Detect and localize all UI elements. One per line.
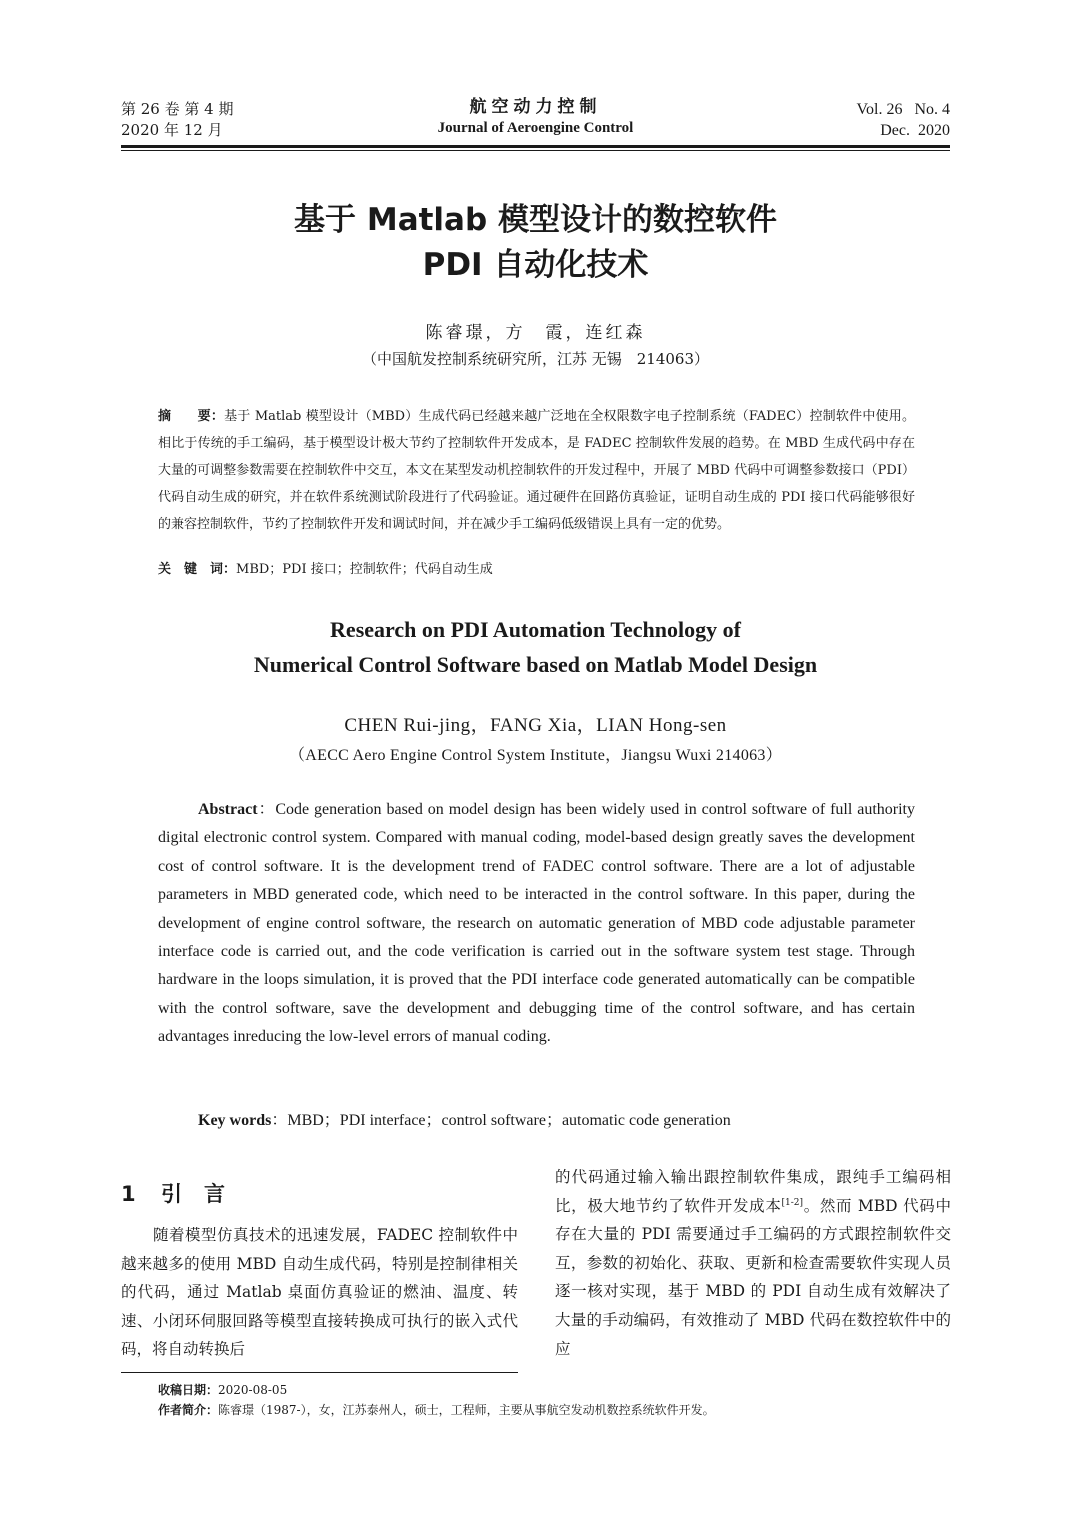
- affiliation-en: （AECC Aero Engine Control System Institute，Jiangsu Wuxi 214063）: [288, 747, 783, 764]
- keywords-cn-text: MBD；PDI 接口；控制软件；代码自动生成: [236, 562, 493, 577]
- footnote-received: [158, 1380, 715, 1400]
- keywords-cn-label: 关 键 词：: [158, 562, 237, 577]
- title-en-line2: Numerical Control Software based on Matlab Model Design: [253, 652, 818, 677]
- keywords-en: [198, 1107, 915, 1130]
- body-right-text-b: 。然而 MBD 代码中存在大量的 PDI 需要通过手工编码的方式跟控制软件交互，参数的初始化、获取、更新和检查需要软件实现人员逐一核对实现，基于 MBD 的 PDI 自动生成有效解决了大量的手动编码，有效推动了 MBD 代码在数控软件中的应: [555, 1196, 951, 1358]
- body-column-right: [555, 1163, 951, 1363]
- received-label: 收稿日期：: [158, 1383, 219, 1397]
- header-volume-en: Vol. 26 No. 4: [856, 101, 950, 118]
- journal-name-cn: 航空动力控制: [469, 97, 602, 117]
- header-rule-thick: [121, 145, 950, 148]
- footnote-rule: [121, 1372, 518, 1373]
- section-number: 1: [121, 1182, 136, 1206]
- keywords-en-sep: ：: [271, 1112, 288, 1129]
- header-volume-info-en: [857, 99, 951, 141]
- keywords-en-label: Key words: [198, 1112, 272, 1129]
- title-en-line1: Research on PDI Automation Technology of: [330, 617, 741, 642]
- footnote-bio: [158, 1400, 715, 1420]
- body-column-left: [121, 1221, 518, 1364]
- authors-cn: 陈睿璟，方 霞，连红森: [425, 323, 646, 343]
- abstract-cn-text: 基于 Matlab 模型设计（MBD）生成代码已经越来越广泛地在全权限数字电子控制系统（FADEC）控制软件中使用。相比于传统的手工编码，基于模型设计极大节约了控制软件开发成本，是 FADEC 控制软件发展的趋势。在 MBD 生成代码中存在大量的可调整参数需要在控制软件中交互，本文在某型发动机控制软件的开发过程中，开展了 MBD 代码中可调整参数接口（PDI）代码自动生成的研究，并在软件系统测试阶段进行了代码验证。通过硬件在回路仿真验证，证明自动生成的 PDI 接口代码能够很好的兼容控制软件，节约了控制软件开发和调试时间，并在减少手工编码低级错误上具有一定的优势。: [158, 409, 915, 532]
- citation-ref[interactable]: [1-2]: [781, 1197, 804, 1208]
- body-right-text-a: 的代码通过输入输出跟控制软件集成，跟纯手工编码相比，极大地节约了软件开发成本: [555, 1168, 951, 1215]
- abstract-cn-label: 摘 要：: [158, 409, 225, 424]
- header-date-en: Dec. 2020: [880, 122, 950, 139]
- abstract-en-text: Code generation based on model design has been widely used in control software of full authority digital electronic control system. Compared with manual coding, model-based design greatly saves the development cost of control software. It is the development trend of FADEC control software. There are a lot of adjustable parameters in MBD generated code, which need to be interacted in the control software. In this paper, during the development of engine control software, the research on automatic generation of MBD code adjustable parameter interface code is carried out, and the code verification is carried out in the software system test stage. Through hardware in the loops simulation, it is proved that the PDI interface code generated automatically can be compatible with the control software, save the development and debugging time of the control software, and has certain advantages inreducing the low-level errors of manual coding.: [158, 801, 915, 1046]
- section-heading: [121, 1178, 247, 1208]
- body-paragraph-right: [555, 1163, 951, 1363]
- bio-value: 陈睿璟（1987-），女，江苏泰州人，硕士，工程师，主要从事航空发动机数控系统软件开发。: [218, 1403, 715, 1417]
- section-title: 引言: [161, 1182, 247, 1206]
- header-volume-cn: 第 26 卷 第 4 期: [121, 100, 234, 118]
- affiliation-cn: （中国航发控制系统研究所，江苏 无锡 214063）: [361, 350, 710, 368]
- keywords-cn: [158, 560, 915, 580]
- received-value: 2020-08-05: [218, 1383, 288, 1397]
- title-cn-line1: 基于 Matlab 模型设计的数控软件: [294, 202, 777, 238]
- bio-label: 作者简介：: [158, 1403, 219, 1417]
- body-paragraph-left: 随着模型仿真技术的迅速发展，FADEC 控制软件中越来越多的使用 MBD 自动生成代码，特别是控制律相关的代码，通过 Matlab 桌面仿真验证的燃油、温度、转速、小闭环伺服回路等模型直接转换成可执行的嵌入式代码，将自动转换后: [121, 1226, 518, 1359]
- footnote: [158, 1380, 715, 1420]
- authors-en: CHEN Rui-jing，FANG Xia，LIAN Hong-sen: [344, 715, 727, 736]
- abstract-en: [158, 796, 915, 1052]
- abstract-en-label: Abstract: [198, 801, 258, 818]
- header-journal: [380, 96, 691, 139]
- paper-title-cn: [121, 198, 950, 288]
- abstract-en-sep: ：: [257, 801, 276, 818]
- journal-name-en: Journal of Aeroengine Control: [437, 120, 634, 136]
- keywords-en-text: MBD；PDI interface；control software；automatic code generation: [287, 1112, 731, 1129]
- header-date-cn: 2020 年 12 月: [121, 121, 223, 139]
- abstract-cn: [158, 403, 915, 538]
- title-cn-line2: PDI 自动化技术: [422, 247, 649, 283]
- paper-title-en: [121, 612, 950, 682]
- header-rule-thin: [121, 150, 950, 151]
- header-volume-info: [121, 99, 233, 141]
